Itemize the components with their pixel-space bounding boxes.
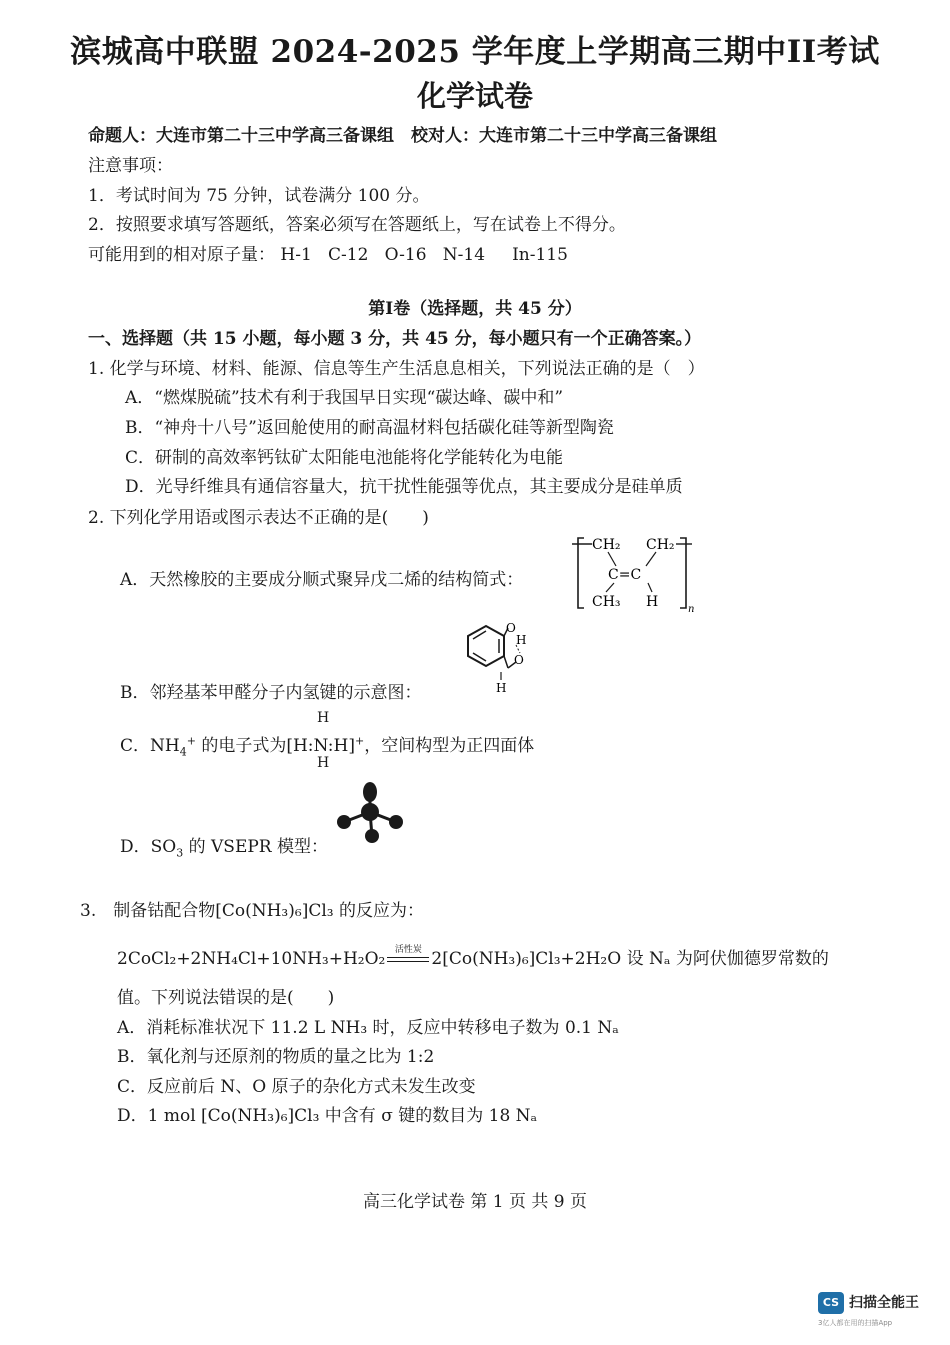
lewis-h-bottom: H [317,755,330,771]
atomic-mass: O-16 [384,245,427,265]
q2-option-a: A．天然橡胶的主要成分顺式聚异戊二烯的结构简式： [120,570,524,590]
section-instruction: 一、选择题（共 15 小题，每小题 3 分，共 45 分，每小题只有一个正确答案。） [88,329,702,349]
scanner-tagline: 3亿人都在用的扫描App [818,1319,893,1327]
q1-stem: 1. 化学与环境、材料、能源、信息等生产生活息息相关，下列说法正确的是（ ） [88,359,705,379]
note-item: 1．考试时间为 75 分钟，试卷满分 100 分。 [88,186,430,206]
q1-option-c: C．研制的高效率钙钛矿太阳能电池能将化学能转化为电能 [125,448,564,468]
atomic-masses-line [88,240,568,265]
exam-subtitle: 化学试卷 [416,79,533,113]
scanner-logo-icon: CS [818,1292,844,1314]
q3-option-a: A．消耗标准状况下 11.2 L NH₃ 时，反应中转移电子数为 0.1 Nₐ [117,1018,619,1038]
equation-right: 2[Co(NH₃)₆]Cl₃+2H₂O [431,949,622,969]
q3-stem-cont: 值。下列说法错误的是( ) [117,988,335,1008]
catalyst-label: 活性炭 [394,944,422,955]
q3-option-b: B．氧化剂与还原剂的物质的量之比为 1:2 [117,1047,435,1067]
vsepr-model-icon [332,778,408,848]
hbond-h: H [496,681,507,695]
q2-option-c: C．$NH_4^+$ 的电子式为[H:N:H]+，空间构型为正四面体 [120,734,535,759]
scanner-name: 扫描全能王 [849,1295,919,1311]
notes-heading: 注意事项： [88,156,173,176]
q3-option-d: D．1 mol [Co(NH₃)₆]Cl₃ 中含有 σ 键的数目为 18 Nₐ [117,1106,538,1126]
q2-option-d: D．$SO_3$ 的 VSEPR 模型： [120,837,329,860]
q3-equation [117,944,829,969]
struct-ch3: CH₃ [592,594,621,610]
q2-option-b: B．邻羟基苯甲醛分子内氢键的示意图： [120,683,422,703]
atomic-mass: H-1 [280,245,312,265]
q1-option-b: B．“神舟十八号”返回舱使用的耐高温材料包括碳化硅等新型陶瓷 [125,418,614,438]
q3-option-c: C．反应前后 N、O 原子的杂化方式未发生改变 [117,1077,476,1097]
page-footer: 高三化学试卷 第 1 页 共 9 页 [362,1192,588,1212]
struct-ch2-left: CH₂ [592,537,621,553]
note-item: 2．按照要求填写答题纸，答案必须写在答题纸上，写在试卷上不得分。 [88,215,626,235]
section-title: 第Ⅰ卷（选择题，共 45 分） [368,299,582,319]
authors-line: 命题人：大连市第二十三中学高三备课组 校对人：大连市第二十三中学高三备课组 [88,126,717,146]
hydrogen-bond-diagram [446,620,536,700]
struct-n: n [688,604,695,614]
q3-stem: 3. 制备钴配合物[Co(NH₃)₆]Cl₃ 的反应为： [80,901,424,921]
q2-stem: 2. 下列化学用语或图示表达不正确的是( ) [88,508,429,528]
atomic-mass: In-115 [512,245,568,265]
q1-option-d: D．光导纤维具有通信容量大，抗干扰性能强等优点，其主要成分是硅单质 [125,477,683,497]
exam-title: 滨城高中联盟 2024-2025 学年度上学期高三期中II考试 [70,34,880,70]
atomic-mass: N-14 [442,245,486,265]
equation-tail: 设 Nₐ 为阿伏伽德罗常数的 [626,949,829,969]
hbond-o: O [506,621,516,635]
hbond-o: O [514,653,524,667]
scanner-watermark [818,1288,938,1334]
q1-option-a: A．“燃煤脱硫”技术有利于我国早日实现“碳达峰、碳中和” [125,388,564,408]
atomic-masses-label: 可能用到的相对原子量： [88,245,275,265]
struct-ch2-right: CH₂ [646,537,675,553]
atomic-mass: C-12 [328,245,369,265]
polyisoprene-structure [568,532,708,614]
hbond-h: H [516,633,527,647]
lewis-h-top: H [317,710,330,726]
struct-h: H [646,594,659,610]
equation-left: 2CoCl₂+2NH₄Cl+10NH₃+H₂O₂ [117,949,386,969]
struct-cc: C=C [608,567,642,583]
